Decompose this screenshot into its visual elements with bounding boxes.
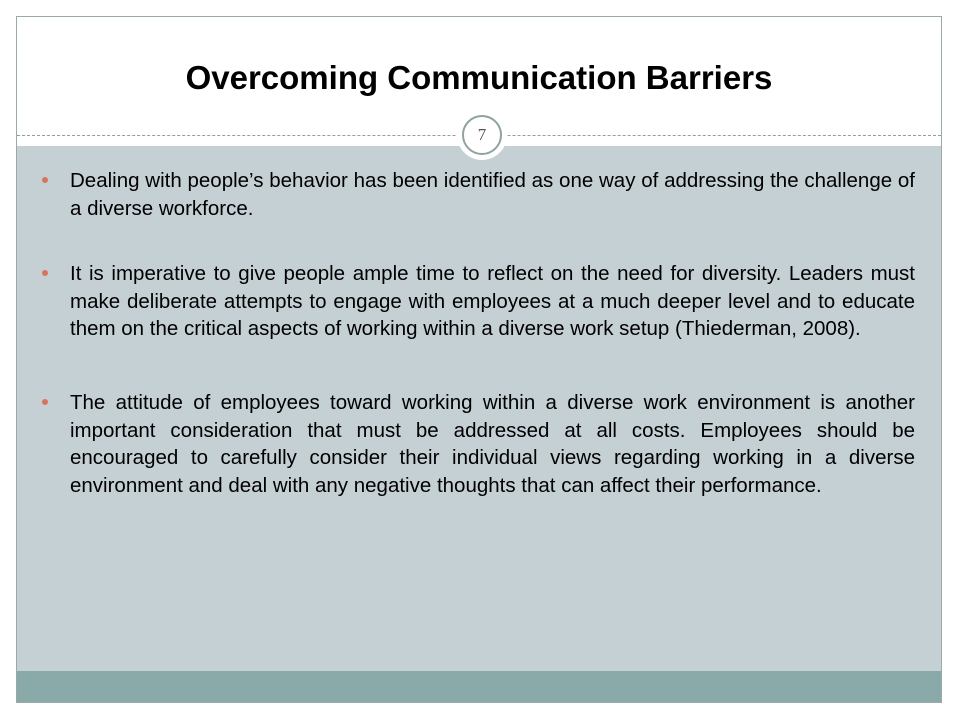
bullet-dot-icon: [42, 399, 48, 405]
bullet-dot-icon: [42, 177, 48, 183]
bullet-item-2: [70, 260, 915, 343]
slide-title: Overcoming Communication Barriers: [185, 59, 773, 96]
bullet-dot-icon: [42, 270, 48, 276]
slide: [16, 16, 942, 703]
footer-band: [17, 671, 941, 703]
bullet-text-3: The attitude of employees toward working within a diverse work environment is another important consideration that must be addressed at all costs. Employees should be encouraged to carefully consider their individual views regarding working in a diverse environment and deal with any negative thoughts that can affect their performance.: [70, 391, 915, 497]
page-number: 7: [462, 115, 502, 155]
page-number-badge: [457, 110, 507, 160]
bullet-item-1: [70, 167, 915, 222]
bullet-text-2: It is imperative to give people ample time to reflect on the need for diversity. Leaders must make deliberate attempts to engage with employees at a much deeper level and to educate them on the critical aspects of working within a diverse work setup (Thiederman, 2008).: [70, 262, 915, 340]
bullet-text-1: Dealing with people’s behavior has been identified as one way of addressing the challenge of a diverse workforce.: [70, 169, 915, 220]
bullet-item-3: [70, 389, 915, 499]
